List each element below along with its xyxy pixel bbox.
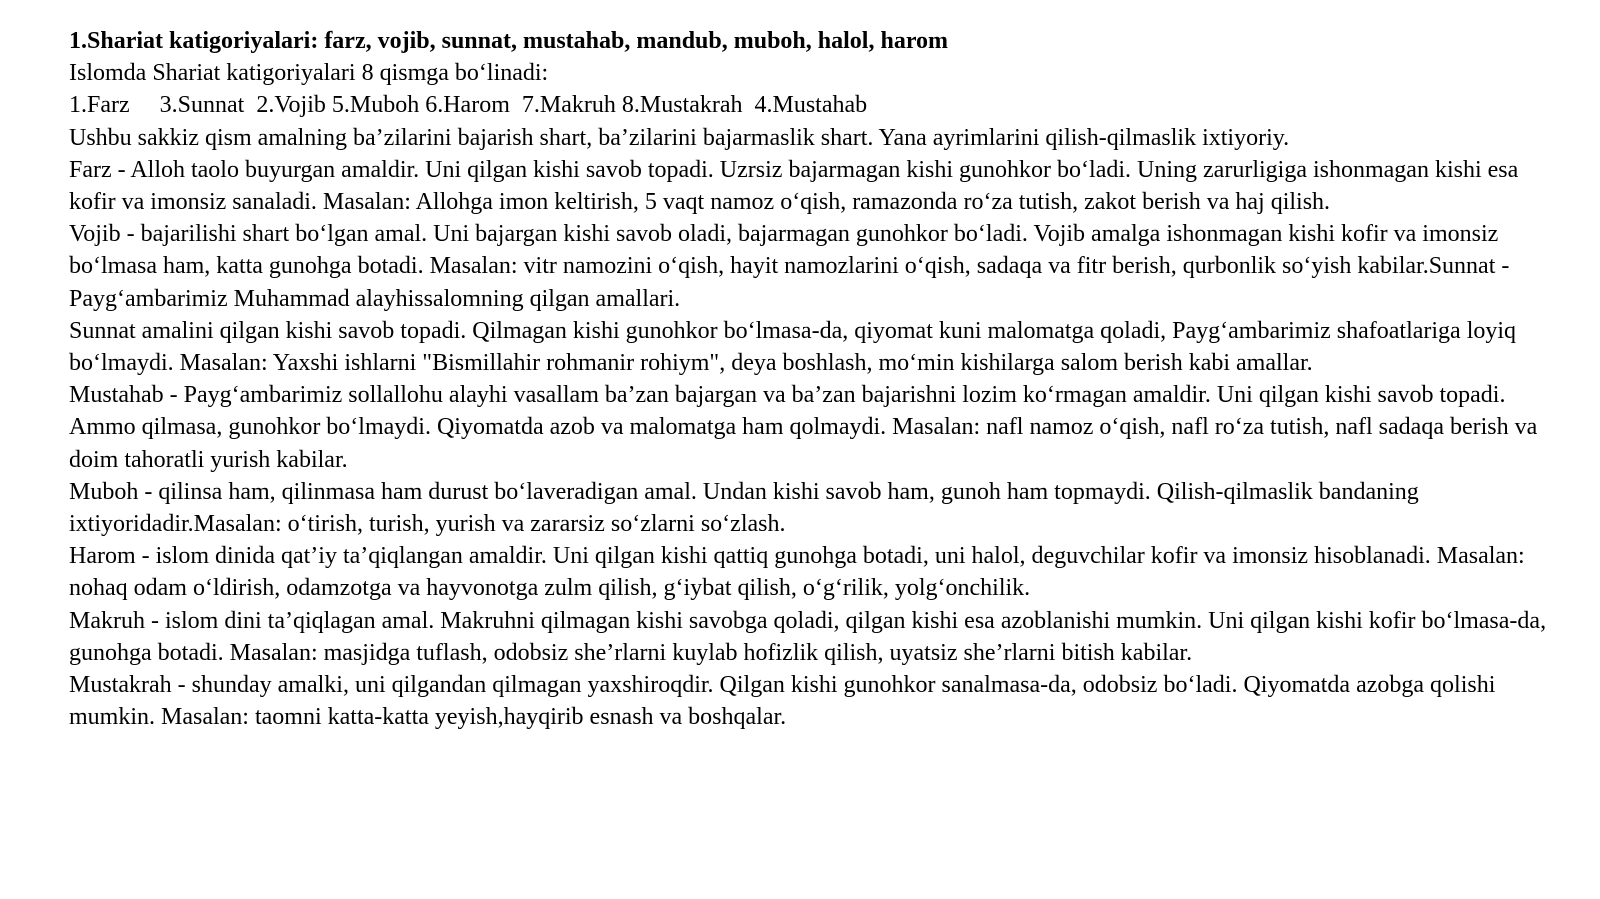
paragraph-overview: Ushbu sakkiz qism amalning ba’zilarini bajarish shart, ba’zilarini bajarmaslik shart. Yana ayrimlarini qilish-qilmaslik ixtiyoriy.	[69, 124, 1290, 151]
paragraph-harom: Harom - islom dinida qat’iy ta’qiqlangan amaldir. Uni qilgan kishi qattiq gunohga botadi, uni halol, deguvchilar kofir va imonsiz hisoblanadi. Masalan: nohaq odam oʻldirish, odamzotga va hayvonotga zulm qilish, gʻiybat qilish, oʻgʻrilik, yolgʻonchilik.	[69, 543, 1525, 602]
paragraph-sunnat: Sunnat amalini qilgan kishi savob topadi. Qilmagan kishi gunohkor boʻlmasa-da, qiyomat kuni malomatga qoladi, Paygʻambarimiz shafoatlariga loyiq boʻlmaydi. Masalan: Yaxshi ishlarni "Bismillahir rohmanir rohiym", deya boshlash, moʻmin kishilarga salom berish kabi amallar.	[69, 317, 1517, 377]
intro-line: Islomda Shariat katigoriyalari 8 qismga boʻlinadi:	[69, 60, 549, 87]
document-body	[69, 25, 1549, 733]
paragraph-vojib: Vojib - bajarilishi shart boʻlgan amal. Uni bajargan kishi savob oladi, bajarmagan gunohkor boʻladi. Vojib amalga ishonmagan kishi kofir va imonsiz boʻlmasa ham, katta gunohga botadi. Masalan: vitr namozini oʻqish, hayit namozlarini oʻqish, sadaqa va fitr berish, qurbonlik soʻyish kabilar.Sunnat - Paygʻambarimiz Muhammad alayhissalomning qilgan amallari.	[69, 221, 1510, 312]
document-title: 1.Shariat katigoriyalari: farz, vojib, sunnat, mustahab, mandub, muboh, halol, harom	[69, 28, 949, 54]
categories-line: 1.Farz 3.Sunnat 2.Vojib 5.Muboh 6.Harom 7.Makruh 8.Mustakrah 4.Mustahab	[69, 92, 868, 119]
paragraph-mustahab: Mustahab - Paygʻambarimiz sollallohu alayhi vasallam ba’zan bajargan va ba’zan bajarishni lozim koʻrmagan amaldir. Uni qilgan kishi savob topadi. Ammo qilmasa, gunohkor boʻlmaydi. Qiyomatda azob va malomatga ham qolmaydi. Masalan: nafl namoz oʻqish, nafl roʻza tutish, nafl sadaqa berish va doim tahoratli yurish kabilar.	[69, 382, 1538, 473]
paragraph-farz: Farz - Alloh taolo buyurgan amaldir. Uni qilgan kishi savob topadi. Uzrsiz bajarmagan kishi gunohkor boʻladi. Uning zarurligiga ishonmagan kishi esa kofir va imonsiz sanaladi. Masalan: Allohga imon keltirish, 5 vaqt namoz oʻqish, ramazonda roʻza tutish, zakot berish va haj qilish.	[69, 156, 1519, 216]
paragraph-mustakrah: Mustakrah - shunday amalki, uni qilgandan qilmagan yaxshiroqdir. Qilgan kishi gunohkor sanalmasa-da, odobsiz boʻladi. Qiyomatda azobga qolishi mumkin. Masalan: taomni katta-katta yeyish,hayqirib esnash va boshqalar.	[69, 672, 1496, 731]
paragraph-muboh: Muboh - qilinsa ham, qilinmasa ham durust boʻlaveradigan amal. Undan kishi savob ham, gunoh ham topmaydi. Qilish-qilmaslik bandaning ixtiyoridadir.Masalan: oʻtirish, turish, yurish va zararsiz soʻzlarni soʻzlash.	[69, 478, 1419, 538]
paragraph-makruh: Makruh - islom dini ta’qiqlagan amal. Makruhni qilmagan kishi savobga qoladi, qilgan kishi esa azoblanishi mumkin. Uni qilgan kishi kofir boʻlmasa-da, gunohga botadi. Masalan: masjidga tuflash, odobsiz she’rlarni kuylab hofizlik qilish, uyatsiz she’rlarni bitish kabilar.	[69, 607, 1547, 666]
